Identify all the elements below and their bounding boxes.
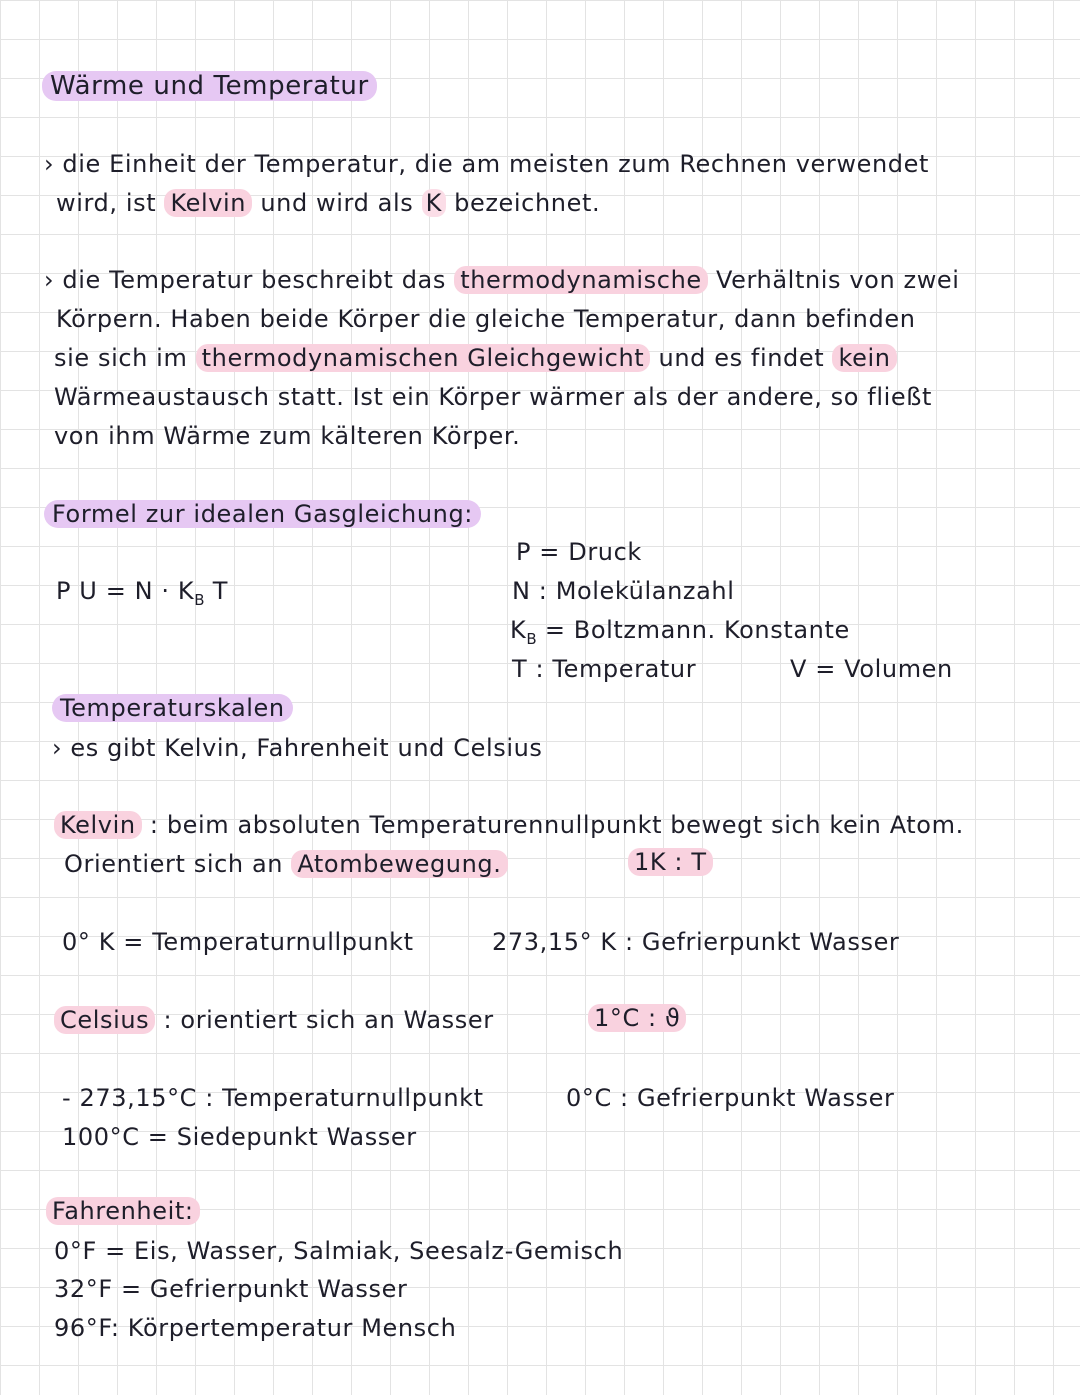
legend-boltzmann xyxy=(510,615,850,654)
celsius-freezing: 0°C : Gefrierpunkt Wasser xyxy=(566,1084,895,1112)
celsius-unit-highlight: 1°C : ϑ xyxy=(588,1004,686,1032)
kein-highlight: kein xyxy=(832,344,896,372)
title-highlight: Wärme und Temperatur xyxy=(42,71,377,101)
kelvin-unit-highlight: 1K : T xyxy=(628,848,713,876)
celsius-definition: : orientiert sich an Wasser xyxy=(155,1006,494,1034)
fahrenheit-body: 96°F: Körpertemperatur Mensch xyxy=(54,1314,457,1342)
kelvin-unit xyxy=(628,847,713,877)
kelvin-definition: : beim absoluten Temperaturennullpunkt bewegt sich kein Atom. xyxy=(141,811,964,839)
kelvin-label: Kelvin xyxy=(54,811,142,839)
kelvin-highlight: Kelvin xyxy=(164,189,252,217)
fahrenheit-zero: 0°F = Eis, Wasser, Salmiak, Seesalz-Gemisch xyxy=(54,1237,624,1265)
celsius-line1 xyxy=(54,1005,494,1035)
scales-intro: › es gibt Kelvin, Fahrenheit und Celsius xyxy=(52,734,543,762)
formula-part-b: T xyxy=(204,577,229,605)
para2-line5: von ihm Wärme zum kälteren Körper. xyxy=(54,422,521,450)
legend-temperature: T : Temperatur xyxy=(512,655,697,683)
legend-volume: V = Volumen xyxy=(790,655,953,683)
para2-text-b: Verhältnis von zwei xyxy=(707,266,960,294)
atom-motion-highlight: Atombewegung. xyxy=(291,850,507,878)
para2-text-d: und es findet xyxy=(650,344,833,372)
gas-heading xyxy=(44,499,481,529)
celsius-unit xyxy=(588,1003,686,1033)
para2-line1 xyxy=(44,265,960,295)
para1-line2 xyxy=(56,188,600,218)
thermodynamic-highlight: thermodynamische xyxy=(454,266,708,294)
celsius-label: Celsius xyxy=(54,1006,155,1034)
para2-line2: Körpern. Haben beide Körper die gleiche Temperatur, dann befinden xyxy=(56,305,916,333)
boltzmann-symbol: K xyxy=(510,616,527,644)
fahrenheit-heading xyxy=(46,1196,200,1226)
legend-molecules: N : Molekülanzahl xyxy=(512,577,735,605)
para1-line1: › die Einheit der Temperatur, die am meisten zum Rechnen verwendet xyxy=(44,150,929,178)
scales-heading-highlight: Temperaturskalen xyxy=(52,694,293,722)
para1-text-c: bezeichnet. xyxy=(445,189,601,217)
celsius-boiling: 100°C = Siedepunkt Wasser xyxy=(62,1123,417,1151)
fahrenheit-label: Fahrenheit: xyxy=(46,1197,200,1225)
kelvin-line1 xyxy=(54,810,964,840)
boltzmann-subscript: B xyxy=(526,630,537,648)
formula-subscript: B xyxy=(194,591,205,609)
page-title xyxy=(42,71,377,101)
para2-text-c: sie sich im xyxy=(54,344,196,372)
gas-heading-highlight: Formel zur idealen Gasgleichung: xyxy=(44,500,481,528)
kelvin-zero: 0° K = Temperaturnullpunkt xyxy=(62,928,414,956)
legend-pressure: P = Druck xyxy=(516,538,642,566)
kelvin-orientation: Orientiert sich an xyxy=(64,850,292,878)
celsius-zero: - 273,15°C : Temperaturnullpunkt xyxy=(62,1084,484,1112)
gas-formula xyxy=(56,576,228,615)
k-symbol-highlight: K xyxy=(422,189,446,217)
kelvin-line2 xyxy=(64,849,508,879)
boltzmann-text: = Boltzmann. Konstante xyxy=(536,616,850,644)
equilibrium-highlight: thermodynamischen Gleichgewicht xyxy=(196,344,651,372)
para2-text-a: › die Temperatur beschreibt das xyxy=(44,266,455,294)
para2-line4: Wärmeaustausch statt. Ist ein Körper wärmer als der andere, so fließt xyxy=(54,383,932,411)
fahrenheit-freezing: 32°F = Gefrierpunkt Wasser xyxy=(54,1275,408,1303)
para2-line3 xyxy=(54,343,897,373)
para1-text-a: wird, ist xyxy=(56,189,165,217)
kelvin-freezing: 273,15° K : Gefrierpunkt Wasser xyxy=(492,928,900,956)
formula-part-a: P U = N · K xyxy=(56,577,195,605)
scales-heading xyxy=(52,693,293,723)
para1-text-b: und wird als xyxy=(252,189,422,217)
